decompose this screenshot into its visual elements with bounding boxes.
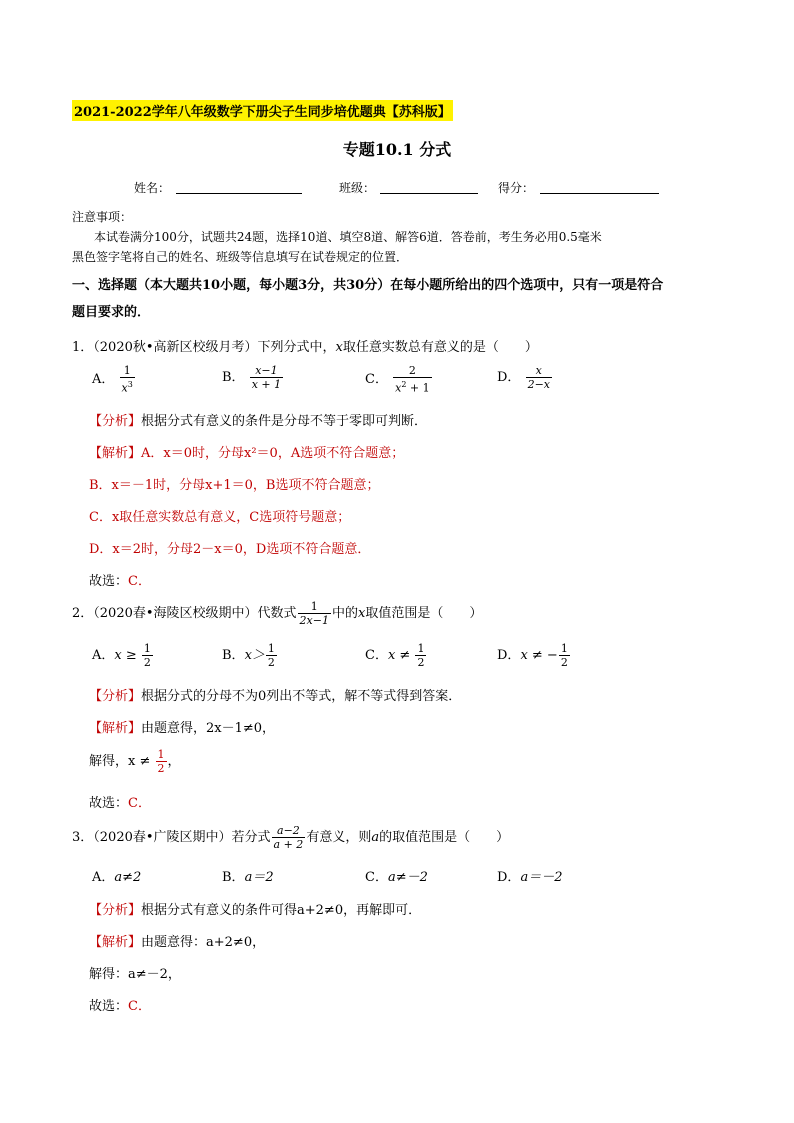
page-title: 专题10.1 分式 [342, 140, 452, 159]
q3-stem: 3．（2020春•广陵区期中）若分式 $\frac{a-2}{a + 2}$ 有意义，则a的取值范围是（ ） [72, 824, 510, 851]
q1-solution-1: 【解析】A．x＝0时，分母x²＝0，A选项不符合题意； [89, 446, 405, 461]
analysis-tag: 【分析】 [89, 903, 142, 918]
class-field[interactable] [380, 193, 478, 194]
score-label: 得分： [498, 181, 535, 195]
q3-option-c[interactable]: C．a≠－2 [365, 870, 428, 885]
name-field[interactable] [176, 193, 302, 194]
series-banner: 2021-2022学年八年级数学下册尖子生同步培优题典【苏科版】 [72, 100, 453, 121]
q3-analysis: 【分析】根据分式有意义的条件可得a+2≠0，再解即可． [89, 903, 422, 918]
q2-analysis: 【分析】根据分式的分母不为0列出不等式，解不等式得到答案． [89, 689, 462, 704]
q3-option-d[interactable]: D．a＝－2 [497, 870, 563, 885]
q1-option-c[interactable]: C． $\frac{2}{x^2 + 1}$ [365, 364, 430, 395]
q2-option-d[interactable]: D．x ≠ − $\frac{1}{2}$ [497, 642, 568, 669]
q1-stem: 1．（2020秋•高新区校级月考）下列分式中，x取任意实数总有意义的是（ ） [72, 340, 538, 355]
q1-solution-3: C．x取任意实数总有意义，C选项符号题意； [89, 510, 351, 525]
q1-answer: 故选：C． [89, 574, 151, 589]
analysis-tag: 【分析】 [89, 689, 142, 704]
solution-tag: 【解析】 [89, 446, 142, 461]
q2-solution-1: 【解析】由题意得，2x－1≠0， [89, 721, 276, 736]
notes-line-2: 黑色签字笔将自己的姓名、班级等信息填写在试卷规定的位置． [72, 250, 409, 264]
analysis-tag: 【分析】 [89, 414, 142, 429]
notes-heading: 注意事项： [72, 210, 133, 224]
section-heading-line-2: 题目要求的． [72, 305, 151, 320]
q2-option-b[interactable]: B．x＞ $\frac{1}{2}$ [222, 642, 275, 669]
q3-option-a[interactable]: A．a≠2 [92, 870, 142, 885]
q2-solution-2: 解得，x ≠ $\frac{1}{2}$ ， [89, 748, 181, 775]
q3-solution-2: 解得：a≠－2， [89, 967, 181, 982]
solution-tag: 【解析】 [89, 935, 142, 950]
q1-option-b[interactable]: B． $\frac{x-1}{x + 1}$ [222, 364, 282, 391]
solution-tag: 【解析】 [89, 721, 142, 736]
q1-solution-2: B．x＝－1时，分母x+1＝0，B选项不符合题意； [89, 478, 380, 493]
q3-solution-1: 【解析】由题意得：a+2≠0， [89, 935, 266, 950]
q3-answer: 故选：C． [89, 999, 151, 1014]
score-field[interactable] [540, 193, 659, 194]
q1-option-d[interactable]: D． $\frac{x}{2-x}$ [497, 364, 550, 391]
q2-answer: 故选：C． [89, 796, 151, 811]
notes-line-1: 本试卷满分100分，试题共24题，选择10道、填空8道、解答6道．答卷前，考生务必用0.5毫米 [94, 230, 602, 244]
q3-option-b[interactable]: B．a＝2 [222, 870, 274, 885]
q1-solution-4: D．x＝2时，分母2－x＝0，D选项不符合题意． [89, 542, 371, 557]
q2-stem: 2．（2020春•海陵区校级期中）代数式 $\frac{1}{2x-1}$ 中的x取值范围是（ ） [72, 600, 483, 627]
q1-option-a[interactable]: A． $\frac{1}{x^3}$ [92, 364, 133, 395]
q2-option-a[interactable]: A．x ≥ $\frac{1}{2}$ [92, 642, 151, 669]
section-heading-line-1: 一、选择题（本大题共10小题，每小题3分，共30分）在每小题所给出的四个选项中，只有一项是符合 [72, 278, 664, 293]
q2-option-c[interactable]: C．x ≠ $\frac{1}{2}$ [365, 642, 425, 669]
q1-analysis: 【分析】根据分式有意义的条件是分母不等于零即可判断． [89, 414, 428, 429]
name-label: 姓名： [134, 181, 171, 195]
class-label: 班级： [339, 181, 376, 195]
